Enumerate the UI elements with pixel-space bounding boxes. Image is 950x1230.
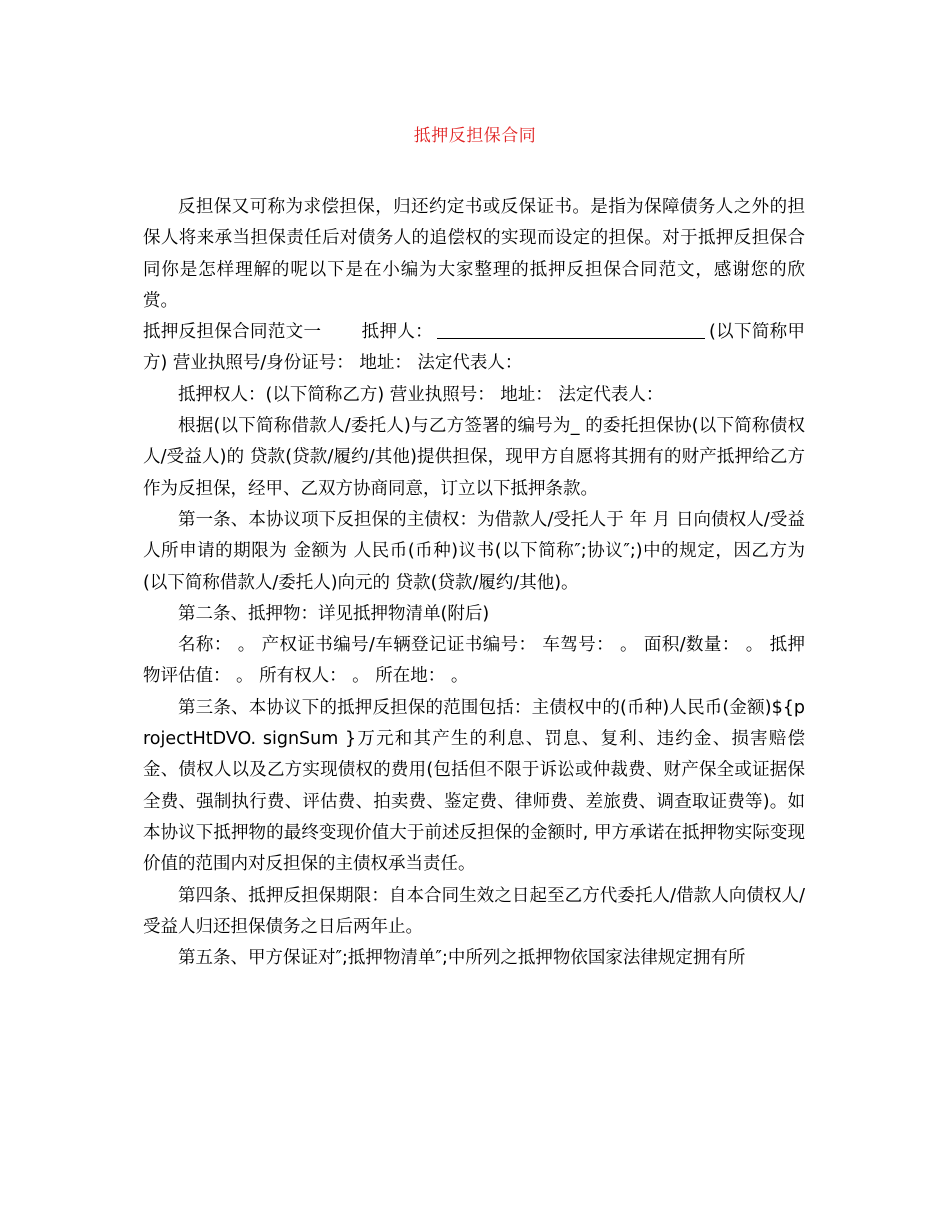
article-3: 第三条、本协议下的抵押反担保的范围包括：主债权中的(币种)人民币(金额)${projectHtDVO. signSum }万元和其产生的利息、罚息、复利、违约金、损害赔偿金、债权人以及乙方实现债权的费用(包括但不限于诉讼或仲裁费、财产保全或证据保全费、强制执行费、评估费、拍卖费、鉴定费、律师费、差旅费、调查取证费等)。如本协议下抵押物的最终变现价值大于前述反担保的金额时, 甲方承诺在抵押物实际变现价值的范围内对反担保的主债权承当责任。 — [143, 697, 805, 875]
article-2: 第二条、抵押物：详见抵押物清单(附后) — [178, 603, 490, 624]
mortgagor-paragraph — [143, 317, 805, 380]
document-title: 抵押反担保合同 — [413, 126, 537, 146]
document-body — [143, 192, 805, 974]
basis-paragraph: 根据(以下简称借款人/委托人)与乙方签署的编号为_ 的委托担保协(以下简称债权人/受益人)的 贷款(贷款/履约/其他)提供担保，现甲方自愿将其拥有的财产抵押给乙方作为反担保，经甲、乙双方协商同意，订立以下抵押条款。 — [143, 416, 805, 499]
item-list-paragraph: 名称： 。 产权证书编号/车辆登记证书编号： 车驾号： 。 面积/数量： 。 抵押物评估值： 。 所有权人： 。 所在地： 。 — [143, 635, 805, 687]
article-5: 第五条、甲方保证对″;抵押物清单″;中所列之抵押物依国家法律规定拥有所 — [178, 948, 746, 969]
mortgagee-paragraph: 抵押权人：(以下简称乙方) 营业执照号： 地址： 法定代表人： — [178, 384, 664, 405]
sample-heading: 抵押反担保合同范文一 — [143, 322, 322, 343]
article-4: 第四条、抵押反担保期限：自本合同生效之日起至乙方代委托人/借款人向债权人/受益人归还担保债务之日后两年止。 — [143, 885, 805, 937]
intro-paragraph: 反担保又可称为求偿担保，归还约定书或反保证书。是指为保障债务人之外的担保人将来承当担保责任后对债务人的追偿权的实现而设定的担保。对于抵押反担保合同你是怎样理解的呢以下是在小编为大家整理的抵押反担保合同范文，感谢您的欣赏。 — [143, 197, 805, 311]
mortgagor-label: 抵押人： — [361, 322, 434, 343]
article-1: 第一条、本协议项下反担保的主债权：为借款人/受托人于 年 月 日向债权人/受益人所申请的期限为 金额为 人民币(币种)议书(以下简称″;协议″;)中的规定，因乙方为(以下简称借款人/委托人)向元的 贷款(贷款/履约/其他)。 — [143, 509, 805, 593]
mortgagor-tail: (以下简称甲方) 营业执照号/身份证号： 地址： 法定代表人： — [143, 322, 806, 374]
mortgagor-blank-line — [437, 318, 705, 339]
